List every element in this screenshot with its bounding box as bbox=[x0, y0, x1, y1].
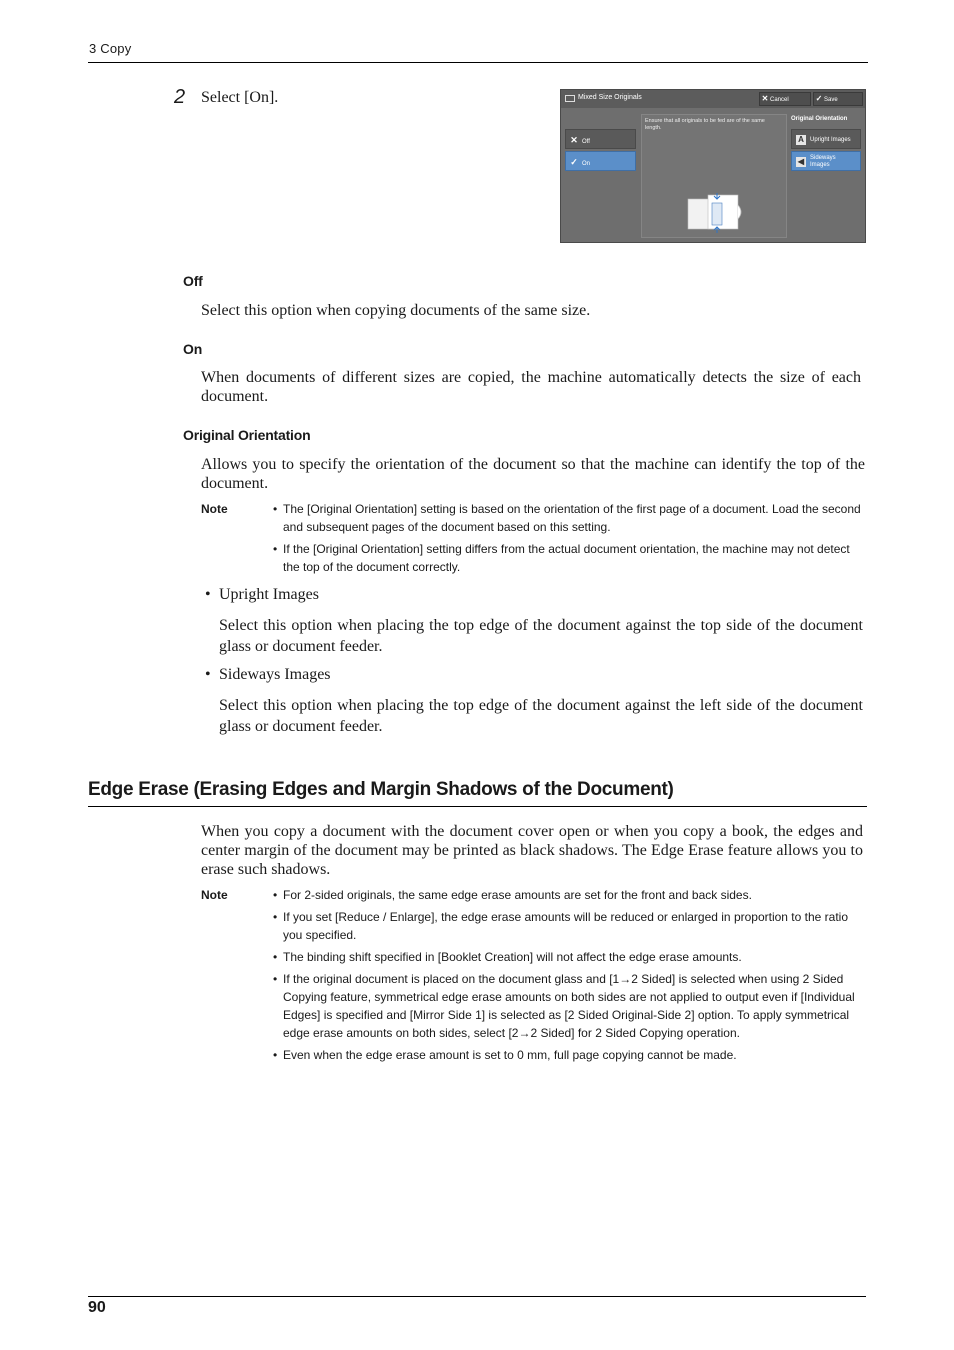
save-button[interactable] bbox=[813, 92, 863, 106]
edge-erase-notes bbox=[273, 886, 865, 1068]
mixed-size-originals-screen bbox=[560, 89, 866, 243]
note-item: • The binding shift specified in [Booklet Creation] will not affect the edge erase amounts. bbox=[273, 948, 865, 966]
note-item: • If you set [Reduce / Enlarge], the edge erase amounts will be reduced or enlarged in proportion to the ratio you specified. bbox=[273, 908, 865, 944]
off-heading: Off bbox=[183, 273, 203, 289]
edge-erase-heading: Edge Erase (Erasing Edges and Margin Shadows of the Document) bbox=[88, 779, 674, 800]
note-item: • Even when the edge erase amount is set to 0 mm, full page copying cannot be made. bbox=[273, 1046, 865, 1064]
upright-images-button[interactable] bbox=[791, 129, 861, 149]
upright-images-title: Upright Images bbox=[219, 586, 319, 603]
off-description: Select this option when copying documents of the same size. bbox=[201, 302, 591, 319]
on-description: When documents of different sizes are copied, the machine automatically detects the size of each document. bbox=[201, 369, 861, 405]
feature-grid-icon bbox=[565, 95, 575, 102]
on-option-label: On bbox=[582, 161, 591, 167]
note-item: • If the [Original Orientation] setting differs from the actual document orientation, the machine may not detect the top of the document correctly. bbox=[273, 540, 865, 576]
orientation-description: Allows you to specify the orientation of the document so that the machine can identify the top of the document. bbox=[201, 456, 865, 492]
check-icon: ✓ bbox=[815, 94, 823, 103]
page-number: 90 bbox=[88, 1299, 106, 1316]
note-label: Note bbox=[201, 888, 228, 902]
upright-image-icon: A bbox=[796, 135, 806, 145]
orientation-title: Original Orientation bbox=[791, 116, 848, 122]
screen-title-bar bbox=[561, 90, 865, 108]
on-option-button[interactable] bbox=[565, 151, 636, 171]
bullet-marker: • bbox=[205, 586, 211, 603]
close-icon: ✕ bbox=[761, 94, 769, 103]
header-divider bbox=[88, 62, 868, 63]
note-item: • The [Original Orientation] setting is based on the orientation of the first page of a document. Load the second and subsequent pages of the document based on this setting. bbox=[273, 500, 865, 536]
footer-divider bbox=[88, 1296, 866, 1297]
description-pane bbox=[641, 114, 787, 238]
note-item: • For 2-sided originals, the same edge erase amounts are set for the front and back sides. bbox=[273, 886, 865, 904]
description-text: Ensure that all originals to be fed are of the same length. bbox=[645, 118, 765, 131]
bullet-marker: • bbox=[205, 666, 211, 683]
section-divider bbox=[88, 806, 867, 807]
note-item: • If the original document is placed on the document glass and [1→2 Sided] is selected when using 2 Sided Copying feature, symmetrical edge erase amounts on both sides are not applied to output even if [Individual Edges] is specified and [Mirror Side 1] is selected as [2 Sided Original-Side 2] option. To apply symmetrical edge erase amounts on both sides, select [2→2 Sided] for 2 Sided Copying operation. bbox=[273, 970, 865, 1042]
close-icon: ✕ bbox=[570, 135, 578, 145]
note-label: Note bbox=[201, 502, 228, 516]
orientation-heading: Original Orientation bbox=[183, 427, 311, 443]
cancel-label: Cancel bbox=[770, 97, 789, 103]
sideways-images-button[interactable] bbox=[791, 151, 861, 171]
chapter-label: 3 Copy bbox=[89, 41, 132, 56]
off-option-button[interactable] bbox=[565, 129, 636, 149]
sideways-images-label: Sideways Images bbox=[810, 155, 836, 168]
step-number: 2 bbox=[174, 86, 186, 108]
sideways-image-icon: ◀ bbox=[797, 157, 805, 166]
step-instruction: Select [On]. bbox=[201, 89, 279, 106]
upright-images-description: Select this option when placing the top edge of the document against the top side of the document glass or document feeder. bbox=[219, 617, 863, 655]
edge-erase-description: When you copy a document with the document cover open or when you copy a book, the edges and center margin of the document may be printed as black shadows. The Edge Erase feature allows you to erase such shadows. bbox=[201, 823, 863, 878]
orientation-notes bbox=[273, 500, 865, 580]
screen-title: Mixed Size Originals bbox=[578, 94, 642, 101]
sideways-images-description: Select this option when placing the top edge of the document against the left side of the document glass or document feeder. bbox=[219, 697, 863, 735]
save-label: Save bbox=[824, 97, 838, 103]
off-option-label: Off bbox=[582, 139, 590, 145]
sideways-images-title: Sideways Images bbox=[219, 666, 331, 683]
mixed-originals-illustration bbox=[686, 191, 742, 235]
cancel-button[interactable] bbox=[759, 92, 811, 106]
on-heading: On bbox=[183, 341, 203, 357]
upright-images-label: Upright Images bbox=[810, 137, 851, 143]
check-icon: ✓ bbox=[570, 157, 578, 167]
